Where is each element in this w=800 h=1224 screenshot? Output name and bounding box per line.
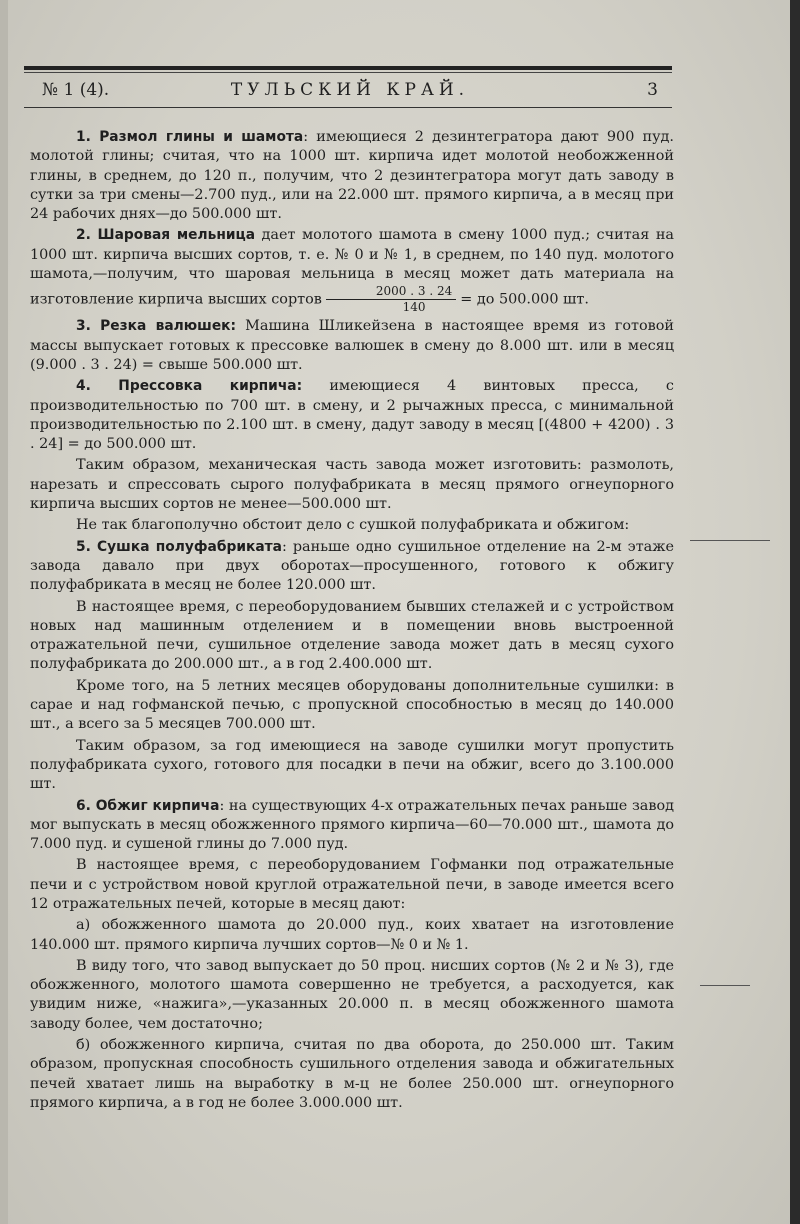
top-thin-rule (24, 72, 672, 73)
section-1-paragraph (30, 128, 674, 224)
section-6-heading: 6. Обжиг кирпича (76, 797, 220, 814)
paragraph-item-b: б) обожженного кирпича, считая по два оборота, до 250.000 шт. Таким образом, пропускная способность сушильного отделения завода и обжигательных печей хватает лишь на выработку в м-ц не более 250.000 шт. огнеупорного прямого кирпича, а в год не более 3.000.000 шт. (30, 1037, 674, 1111)
issue-number: № 1 (4). (42, 80, 110, 100)
paragraph-drying-now: В настоящее время, с переоборудованием бывших стелажей и с устройством новых над машинным отделением и в помещении вновь выстроенной отражательной печи, сушильное отделение завода может дать в месяц сухого полуфабриката до 200.000 шт., а в год 2.400.000 шт. (30, 598, 674, 673)
section-3-text: Машина Шликейзена в настоящее время из готовой массы выпускает готовых к прессовке валюшек в смену до 8.000 шт. или в месяц (9.000 . 3 . 24) = свыше 500.000 шт. (30, 318, 674, 373)
section-4-paragraph (30, 377, 674, 454)
page-number: 3 (647, 80, 658, 100)
article-body (30, 128, 674, 1115)
paragraph-low-grades: В виду того, что завод выпускает до 50 проц. нисших сортов (№ 2 и № 3), где обожженного, молотого шамота совершенно не требуется, а расходуется, как увидим ниже, «нажига»,—указанных 20.000 п. в месяц обожженного шамота заводу более, чем достаточно; (30, 957, 674, 1032)
paragraph-summer-dryers: Кроме того, на 5 летних месяцев оборудованы дополнительные сушилки: в сарае и над гофманской печью, с пропускной способностью в месяц до 140.000 шт., а всего за 5 месяцев 700.000 шт. (30, 677, 674, 733)
section-4-heading: 4. Прессовка кирпича: (76, 378, 303, 395)
section-4-text: имеющиеся 4 винтовых пресса, с производительностью по 700 шт. в смену, и 2 рычажных пресса, с минимальной производительностью по 2.100 шт. в смену, дадут заводу в месяц [(4800 + 4200) . 3 . 24] = до 500.000 шт. (30, 378, 674, 453)
paragraph-kilns-now: В настоящее время, с переоборудованием Гофманки под отражательные печи и с устройством новой круглой отражательной печи, в заводе имеется всего 12 отражательных печей, которые в месяц дают: (30, 857, 674, 912)
section-1-text: : имеющиеся 2 дезинтегратора дают 900 пуд. молотой глины; считая, что на 1000 шт. кирпича идет молотой необожженной глины, в среднем, до 120 п., получим, что 2 дезинтегратора могут дать заводу в сутки за три смены—2.700 пуд., или на 22.000 шт. прямого кирпича, а в месяц при 24 рабочих днях—до 500.000 шт. (30, 129, 674, 223)
paragraph-mechanical-summary: Таким образом, механическая часть завода может изготовить: размолоть, нарезать и спрессовать сырого полуфабриката в месяц прямого огнеупорного кирпича высших сортов не менее—500.000 шт. (30, 457, 674, 513)
fraction-numerator: 2000 . 3 . 24 (326, 284, 456, 300)
scan-mark (690, 540, 770, 541)
section-2-paragraph (30, 226, 674, 315)
section-5-heading: 5. Сушка полуфабриката (76, 538, 282, 555)
section-2-text: дает молотого шамота в смену 1000 пуд.; считая на 1000 шт. кирпича высших сортов, т. е. № 0 и № 1, в среднем, по 140 пуд. молотого шамота,—получим, что шаровая мельница в месяц может дать материала на изготовление кирпича высших сортов (30, 227, 674, 308)
fraction-denominator: 140 (402, 300, 426, 315)
scan-mark (700, 985, 750, 986)
fraction (326, 284, 456, 315)
scan-edge-right (790, 0, 800, 1224)
paragraph-item-a: а) обожженного шамота до 20.000 пуд., коих хватает на изготовление 140.000 шт. прямого кирпича лучших сортов—№ 0 и № 1. (30, 917, 674, 953)
paragraph-drying-total: Таким образом, за год имеющиеся на заводе сушилки могут пропустить полуфабриката сухого, готового для посадки в печи на обжиг, всего до 3.100.000 шт. (30, 737, 674, 793)
top-thick-rule (24, 66, 672, 70)
journal-title: ТУЛЬСКИЙ КРАЙ. (230, 80, 470, 100)
section-2-heading: 2. Шаровая мельница (76, 227, 256, 244)
section-6-text: : на существующих 4-х отражательных печах раньше завод мог выпускать в месяц обожженного прямого кирпича—60—70.000 шт., шамота до 7.000 пуд. и сушеной глины до 7.000 пуд. (30, 797, 674, 853)
section-1-heading: 1. Размол глины и шамота (76, 129, 304, 145)
header-rule (24, 107, 672, 108)
section-3-paragraph (30, 317, 674, 375)
section-6-paragraph (30, 797, 674, 855)
section-5-text: : раньше одно сушильное отделение на 2-м этаже завода давало при двух оборотах—просушенного, готового к обжигу полуфабриката в месяц не более 120.000 шт. (30, 538, 674, 594)
section-2-result: = до 500.000 шт. (460, 291, 589, 308)
scan-edge-left (0, 0, 8, 1224)
paragraph-drying-intro: Не так благополучно обстоит дело с сушкой полуфабриката и обжигом: (76, 517, 630, 534)
running-header (42, 80, 658, 104)
section-5-paragraph (30, 538, 674, 596)
section-3-heading: 3. Резка валюшек: (76, 318, 237, 335)
